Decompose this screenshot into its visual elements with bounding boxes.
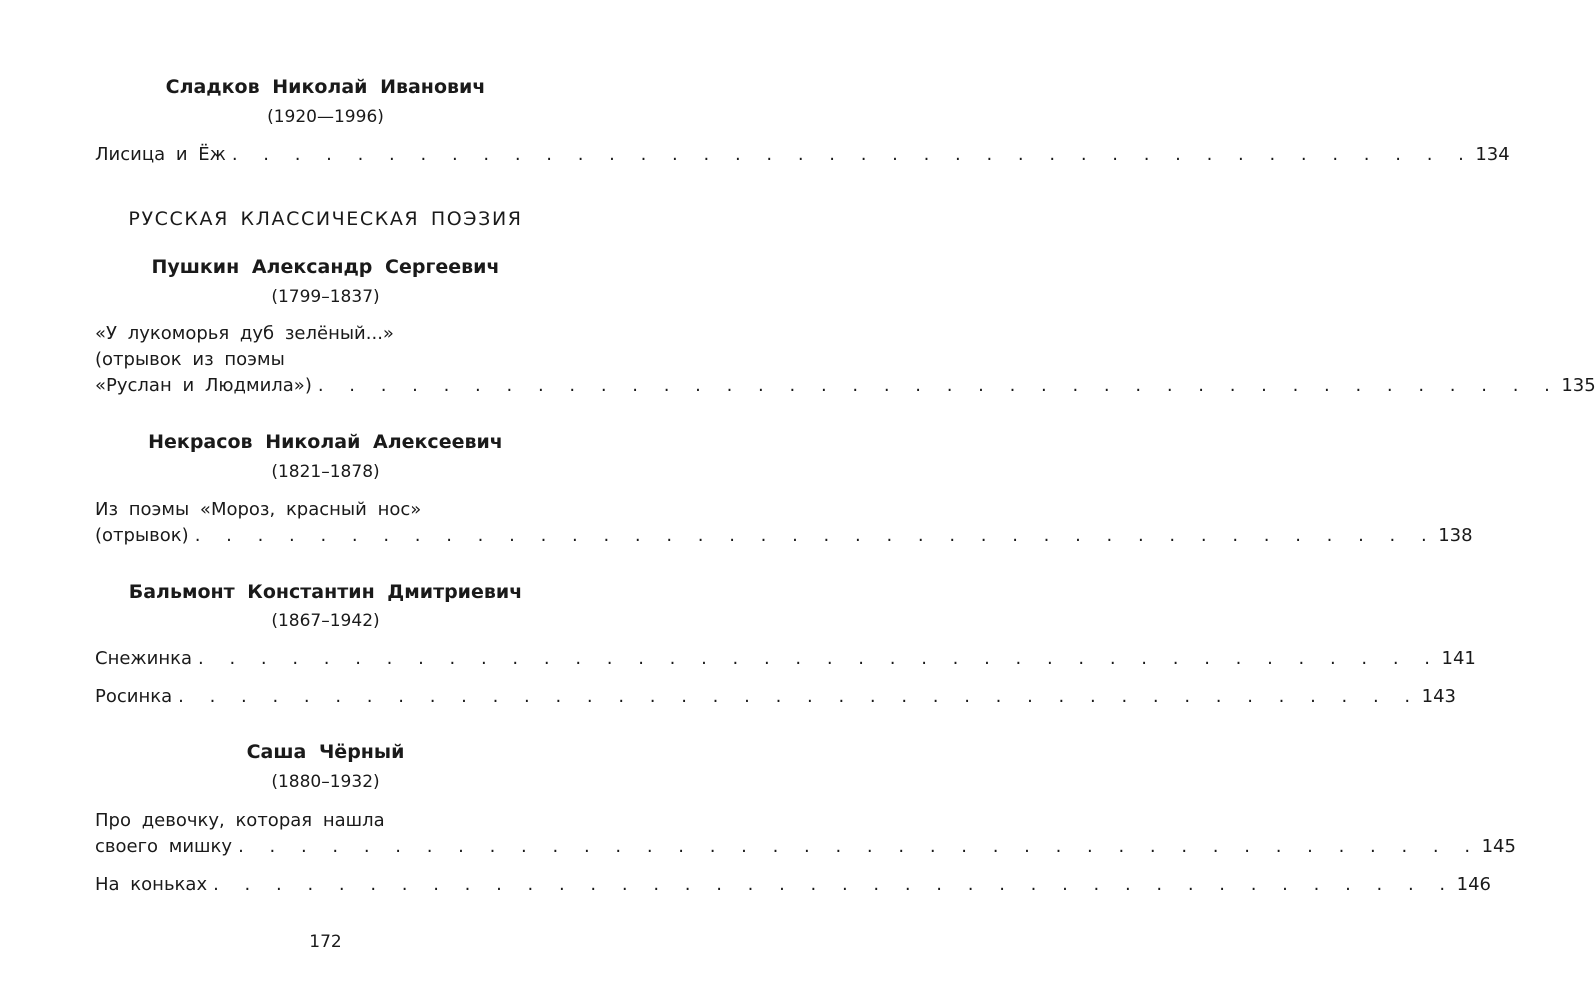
toc-entry-line <box>95 523 1473 549</box>
toc-entry-title: Росинка <box>95 686 173 707</box>
toc-entry-line <box>95 142 1510 168</box>
toc-entry-page: 138 <box>1438 525 1473 546</box>
dot-leader: . . . . . . . . . . . . . . . . . . . . . . . . . . . . . . . . . . . . . . . . <box>317 375 1558 396</box>
toc-entry[interactable] <box>95 321 1596 399</box>
toc-entry-title-line: Про девочку, которая нашла <box>95 810 385 831</box>
toc-entry-title: «Руслан и Людмила») <box>95 375 312 396</box>
toc-entry-line <box>95 684 1457 710</box>
author-name: Бальмонт Константин Дмитриевич <box>128 581 523 603</box>
toc-entry-title-line: «У лукоморья дуб зелёный...» <box>95 323 394 344</box>
toc-entry-title: (отрывок) <box>95 525 189 546</box>
toc-entry-title: Лисица и Ёж <box>95 144 226 165</box>
dot-leader: . . . . . . . . . . . . . . . . . . . . . . . . . . . . . . . . . . . . . . . . <box>198 648 1438 669</box>
author-years: (1920—1996) <box>267 107 384 127</box>
toc-entry-title-line: Из поэмы «Мороз, красный нос» <box>95 499 422 520</box>
dot-leader: . . . . . . . . . . . . . . . . . . . . . . . . . . . . . . . . . . . . . . . . <box>178 686 1418 707</box>
toc-entry-title: Снежинка <box>95 648 192 669</box>
author-name: Некрасов Николай Алексеевич <box>148 431 503 453</box>
toc-entry[interactable] <box>95 684 1457 710</box>
toc-entry-title-line: (отрывок из поэмы <box>95 349 285 370</box>
toc-entry-title: На коньках <box>95 874 208 895</box>
toc-entry-page: 134 <box>1475 144 1510 165</box>
toc-entry[interactable] <box>95 646 1476 672</box>
author-name: Саша Чёрный <box>246 741 405 763</box>
section-title: РУССКАЯ КЛАССИЧЕСКАЯ ПОЭЗИЯ <box>128 208 523 230</box>
toc-entry-title: своего мишку <box>95 836 233 857</box>
author-years: (1880–1932) <box>271 772 380 792</box>
toc-entry[interactable] <box>95 808 1516 860</box>
dot-leader: . . . . . . . . . . . . . . . . . . . . . . . . . . . . . . . . . . . . . . . . <box>213 874 1453 895</box>
toc-entry-line <box>95 646 1476 672</box>
author-name: Пушкин Александр Сергеевич <box>151 256 500 278</box>
page-number: 172 <box>309 932 342 952</box>
toc-entry-line <box>95 834 1516 860</box>
toc-entry-line <box>95 872 1491 898</box>
toc-entry-page: 141 <box>1441 648 1476 669</box>
toc-entry-page: 135 <box>1561 375 1596 396</box>
toc-entry-line <box>95 373 1596 399</box>
dot-leader: . . . . . . . . . . . . . . . . . . . . . . . . . . . . . . . . . . . . . . . . <box>231 144 1472 165</box>
toc-entry-page: 145 <box>1481 836 1516 857</box>
author-name: Сладков Николай Иванович <box>165 76 486 98</box>
author-years: (1821–1878) <box>271 462 380 482</box>
dot-leader: . . . . . . . . . . . . . . . . . . . . . . . . . . . . . . . . . . . . . . . . <box>194 525 1435 546</box>
author-years: (1867–1942) <box>271 611 380 631</box>
toc-entry[interactable] <box>95 497 1473 549</box>
toc-entry[interactable] <box>95 872 1491 898</box>
toc-entry-page: 143 <box>1421 686 1457 707</box>
author-years: (1799–1837) <box>271 287 380 307</box>
dot-leader: . . . . . . . . . . . . . . . . . . . . . . . . . . . . . . . . . . . . . . . . <box>238 836 1478 857</box>
toc-entry[interactable] <box>95 142 1510 168</box>
toc-entry-page: 146 <box>1456 874 1491 895</box>
